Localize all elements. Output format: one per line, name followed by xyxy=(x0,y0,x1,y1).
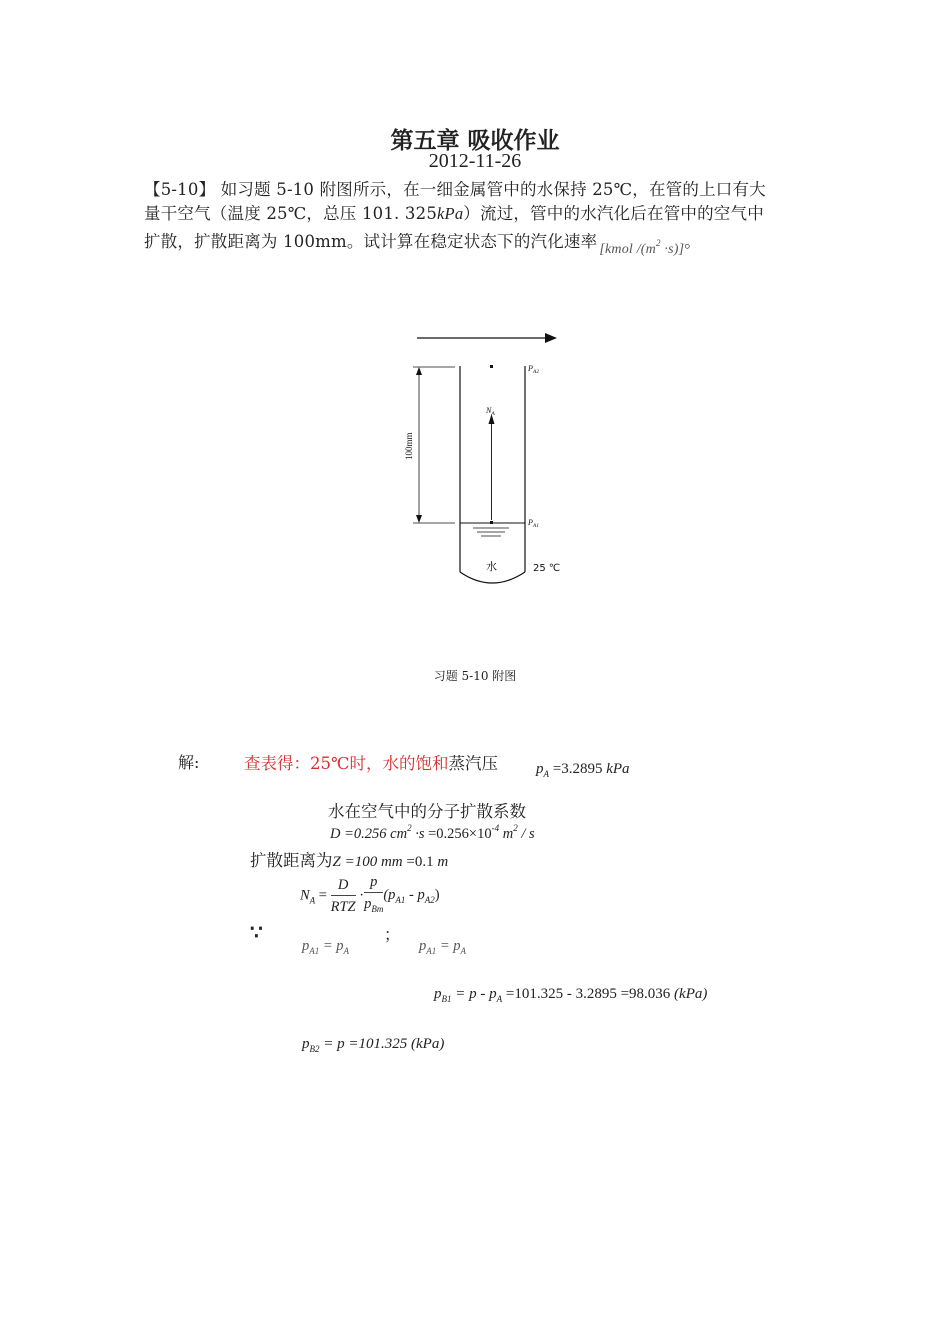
flux-sub: A xyxy=(309,895,316,906)
semicolon: ； xyxy=(384,925,401,944)
problem-line-2b: ）流过，管中的水汽化后在管中的空气中 xyxy=(463,204,764,223)
condition-1: $p_{A1} = p_A$ xyxy=(302,938,350,956)
dim-label: 100mm xyxy=(404,432,414,460)
eq-flux: $N_A$ = $\frac{D}{\text{RTZ}}$ · $\frac{p}{p_{Bm}}$ $(p_{A1} - p_{A2})$ xyxy=(300,872,440,920)
unit-expr: [kmol /(m xyxy=(599,242,656,257)
solution-red-text: 查表得：25℃时，水的饱和 xyxy=(244,754,449,773)
dist-label: 扩散距离为 xyxy=(250,851,333,870)
eq-diff-coef xyxy=(330,823,535,843)
pa2-label: $P_{A2}$ xyxy=(528,364,540,375)
page-title: 第五章 吸收作业 xyxy=(390,128,560,154)
flux-frac-1: $\frac{D}{\text{RTZ}}$ xyxy=(330,876,356,915)
flux-frac-2: $\frac{p}{p_{Bm}}$ xyxy=(364,874,384,914)
eq1-sub: A xyxy=(543,769,549,779)
flux-lhs: N xyxy=(300,887,310,904)
problem-line-3-text: 扩散，扩散距离为 100mm。试计算在稳定状态下的汽化速率 xyxy=(144,232,598,251)
tube-bottom xyxy=(460,572,525,583)
diff-coef-label: 水在空气中的分子扩散系数 xyxy=(328,802,526,821)
problem-rate-unit xyxy=(599,238,685,257)
dist-eq: Z =100 mm =0.1 m xyxy=(332,854,449,870)
eq2-m: m xyxy=(502,826,514,842)
unit-exp: 2 xyxy=(655,238,661,248)
figure-caption: 习题 5-10 附图 xyxy=(433,669,517,683)
because-symbol: ∵ xyxy=(250,920,263,944)
eq2-end: / s xyxy=(521,826,535,842)
problem-line-2a: 量干空气（温度 25℃，总压 101. 325 xyxy=(144,204,438,223)
pa1-label: $P_{A1}$ xyxy=(528,518,540,529)
eq-pb1: $p_{B1} = p - p_A =101.325 - 3.2895 =98.036$ (kPa) xyxy=(434,986,708,1004)
problem-period: 。 xyxy=(684,232,701,251)
surface-point xyxy=(490,521,493,524)
eq-pb2: $p_{B2} = p =101.325$ (kPa) xyxy=(302,1036,445,1054)
eq2-exp2: -4 xyxy=(491,823,500,833)
flux-paren: $(p_{A1} - p_{A2})$ xyxy=(383,887,440,906)
problem-line-1: 【5-10】 如习题 5-10 附图所示，在一细金属管中的水保持 25℃，在管的上口有大 xyxy=(144,180,766,199)
eq2-d: D =0.256 xyxy=(330,826,387,842)
tube-diagram xyxy=(395,322,575,592)
na-label: $N_A$ xyxy=(486,406,495,417)
unit-end: ·s)] xyxy=(664,242,685,257)
eq1-unit: kPa xyxy=(606,761,630,777)
eq2-exp: 2 xyxy=(407,823,412,833)
temp-label: 25 ℃ xyxy=(533,563,561,574)
page-date: 2012-11-26 xyxy=(428,150,522,172)
problem-line-2 xyxy=(144,200,764,224)
eq-saturation-pressure xyxy=(536,761,630,779)
diffusion-distance xyxy=(250,847,448,871)
solution-label: 解: xyxy=(178,753,200,772)
solution-line-1 xyxy=(244,750,498,774)
eq1-rhs: =3.2895 xyxy=(552,761,603,777)
eq2-mid: =0.256×10 xyxy=(428,826,492,842)
eq2-exp3: 2 xyxy=(513,823,518,833)
eq2-s: ·s xyxy=(415,826,425,842)
top-point xyxy=(490,365,493,368)
airflow-arrow-head xyxy=(545,333,557,343)
problem-line-3 xyxy=(144,228,701,257)
dim-arrow-down xyxy=(416,515,422,523)
dim-arrow-up xyxy=(416,367,422,375)
eq1-lhs: p xyxy=(536,761,544,777)
solution-black-text: 蒸汽压 xyxy=(448,754,498,773)
problem-unit-kpa: kPa xyxy=(437,204,464,223)
eq2-cm: cm xyxy=(390,826,408,842)
condition-2: $p_{A1} = p_A$ xyxy=(419,938,467,956)
water-label: 水 xyxy=(486,560,497,573)
